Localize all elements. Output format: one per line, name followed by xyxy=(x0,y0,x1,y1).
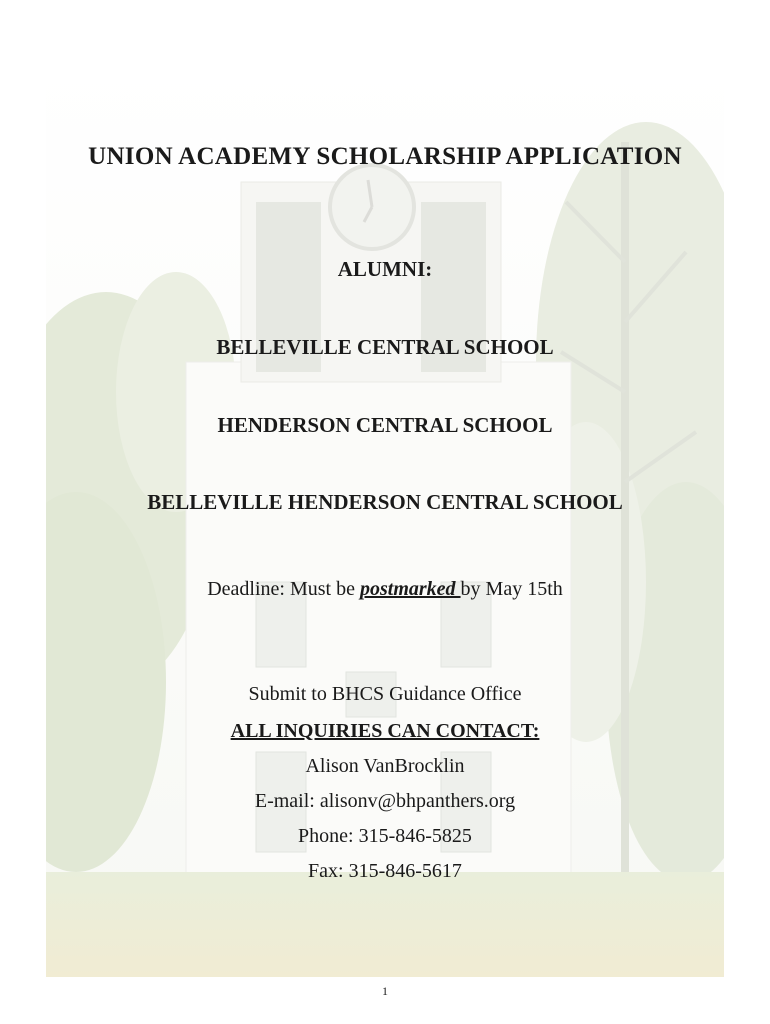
deadline-prefix: Deadline: Must be xyxy=(207,578,360,600)
submit-instruction: Submit to BHCS Guidance Office xyxy=(248,683,522,705)
contact-phone: Phone: 315-846-5825 xyxy=(298,825,472,847)
deadline-suffix: by May 15th xyxy=(460,578,563,600)
page-number: 1 xyxy=(382,984,388,998)
school-name: BELLEVILLE HENDERSON CENTRAL SCHOOL xyxy=(147,490,623,514)
school-name: HENDERSON CENTRAL SCHOOL xyxy=(217,413,553,437)
contact-fax: Fax: 315-846-5617 xyxy=(308,860,462,882)
deadline-emphasis: postmarked xyxy=(359,578,461,600)
deadline-line xyxy=(0,578,770,601)
document-title: UNION ACADEMY SCHOLARSHIP APPLICATION xyxy=(88,143,682,170)
contact-email: E-mail: alisonv@bhpanthers.org xyxy=(254,790,516,812)
alumni-heading: ALUMNI: xyxy=(337,257,433,281)
contact-name: Alison VanBrocklin xyxy=(305,755,465,777)
school-name: BELLEVILLE CENTRAL SCHOOL xyxy=(216,335,554,359)
inquiries-heading: ALL INQUIRIES CAN CONTACT: xyxy=(230,720,540,742)
